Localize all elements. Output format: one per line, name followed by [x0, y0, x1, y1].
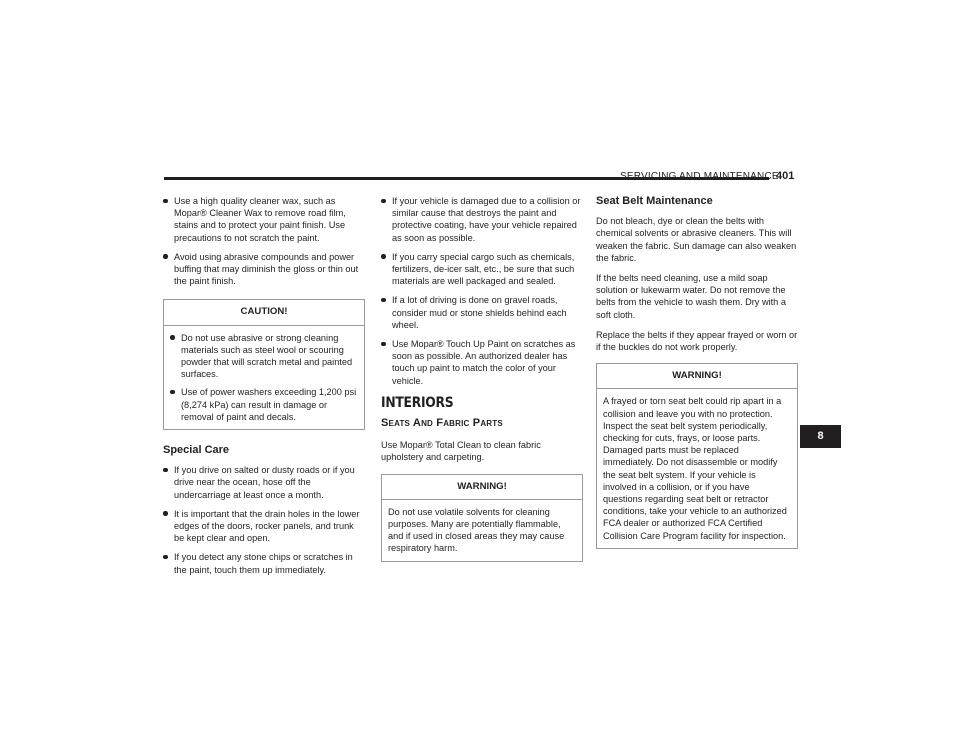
- caution-box: [163, 299, 365, 430]
- special-care-bullets: [163, 464, 365, 576]
- running-header: SERVICING AND MAINTENANCE: [620, 171, 779, 182]
- list-item: Use of power washers exceeding 1,200 psi (8,274 kPa) can result in damage or removal of paint and decals.: [170, 386, 358, 423]
- fabric-paragraph: Use Mopar® Total Clean to clean fabric upholstery and carpeting.: [381, 440, 541, 463]
- seat-belt-heading: Seat Belt Maintenance: [596, 195, 713, 207]
- list-item: It is important that the drain holes in the lower edges of the doors, rocker panels, and trunk be kept clear and open.: [163, 508, 365, 545]
- bullet-icon: [163, 254, 168, 259]
- warning-title: WARNING!: [382, 475, 582, 500]
- seats-fabric-heading: Seats And Fabric Parts: [381, 417, 503, 430]
- seat-belt-paragraph: Do not bleach, dye or clean the belts with chemical solvents or abrasive cleaners. This will weaken the fabric. Sun damage can also weaken the fabric.: [596, 216, 797, 263]
- seat-belt-paragraph: If the belts need cleaning, use a mild soap solution or lukewarm water. Do not remove the belts from the vehicle to wash them. Dry with a soft cloth.: [596, 273, 786, 320]
- column-1: [163, 195, 365, 583]
- list-item: Avoid using abrasive compounds and power buffing that may diminish the gloss or thin out the paint finish.: [163, 251, 365, 288]
- wax-bullets: [163, 195, 365, 287]
- warning-body: A frayed or torn seat belt could rip apart in a collision and leave you with no protection. Inspect the seat belt system periodically, checking for cuts, frays, or loose parts. Damaged parts must be replaced immediately. Do not disassemble or modify the seat belt system. If your vehicle is involved in a collision, or if you have questions regarding seat belt or retractor conditions, take your vehicle to an authorized FCA dealer or authorized FCA Certified Collision Care Program facility for inspection.: [603, 396, 787, 541]
- chapter-tab: 8: [800, 425, 841, 448]
- caution-body: [164, 326, 364, 429]
- bullet-icon: [170, 335, 175, 340]
- bullet-icon: [381, 298, 386, 303]
- bullet-icon: [163, 511, 168, 516]
- warning-box-seat-belt: [596, 363, 798, 549]
- special-care-heading: Special Care: [163, 444, 230, 457]
- interiors-heading: INTERIORS: [381, 394, 454, 411]
- bullet-icon: [381, 199, 386, 204]
- list-item: If you carry special cargo such as chemicals, fertilizers, de-icer salt, etc., be sure that such materials are well packaged and sealed.: [381, 251, 583, 288]
- bullet-icon: [163, 199, 168, 204]
- page-number: 401: [776, 170, 795, 182]
- list-item: Use a high quality cleaner wax, such as Mopar® Cleaner Wax to remove road film, stains and to protect your paint finish. Use precautions to not scratch the paint.: [163, 195, 365, 244]
- care-bullets: [381, 195, 583, 387]
- list-item: If a lot of driving is done on gravel roads, consider mud or stone shields behind each wheel.: [381, 294, 583, 331]
- list-item: If your vehicle is damaged due to a collision or similar cause that destroys the paint and protective coating, have your vehicle repaired as soon as possible.: [381, 195, 583, 244]
- list-item: If you drive on salted or dusty roads or if you drive near the ocean, hose off the undercarriage at least once a month.: [163, 464, 365, 501]
- warning-title: WARNING!: [597, 364, 797, 389]
- warning-body: Do not use volatile solvents for cleaning purposes. Many are potentially flammable, and if used in closed areas they may cause respiratory harm.: [388, 506, 565, 554]
- list-item: Use Mopar® Touch Up Paint on scratches as soon as possible. An authorized dealer has touch up paint to match the color of your vehicle.: [381, 338, 583, 387]
- warning-box-solvents: [381, 474, 583, 562]
- bullet-icon: [170, 390, 175, 395]
- list-item: Do not use abrasive or strong cleaning materials such as steel wool or scouring powder that will scratch metal and painted surfaces.: [170, 332, 358, 381]
- list-item: If you detect any stone chips or scratches in the paint, touch them up immediately.: [163, 551, 365, 575]
- column-3: [596, 195, 798, 549]
- bullet-icon: [163, 468, 168, 473]
- bullet-icon: [381, 342, 386, 347]
- bullet-icon: [381, 254, 386, 259]
- column-2: [381, 195, 583, 562]
- bullet-icon: [163, 555, 168, 560]
- seat-belt-paragraph: Replace the belts if they appear frayed or worn or if the buckles do not work properly.: [596, 329, 798, 353]
- caution-title: CAUTION!: [164, 300, 364, 325]
